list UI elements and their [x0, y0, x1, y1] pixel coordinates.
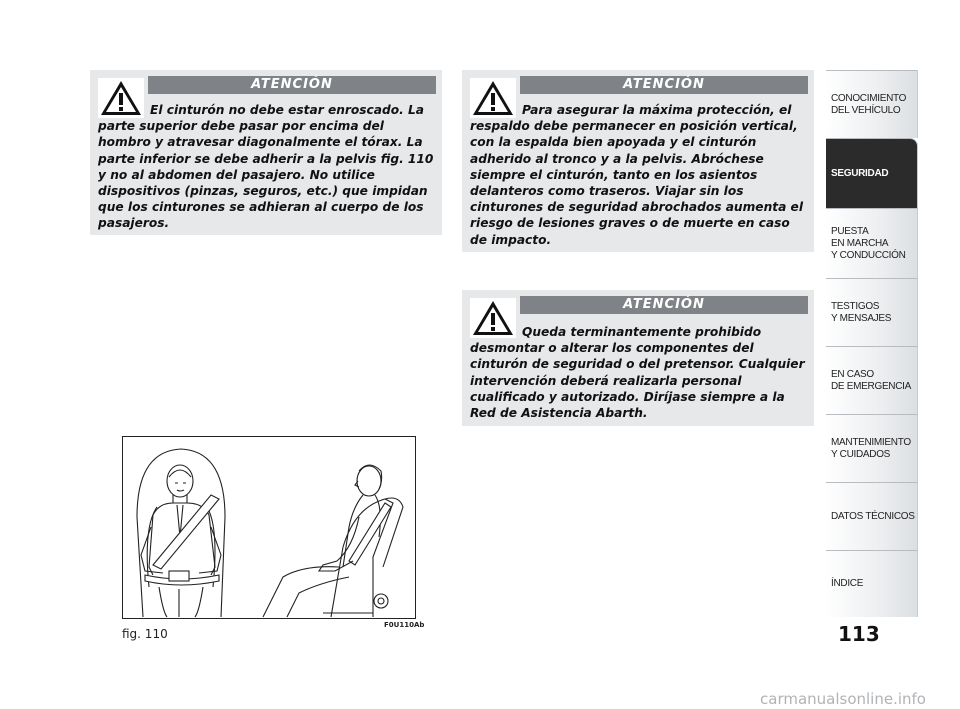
tab-datos-tecnicos[interactable] [826, 482, 918, 550]
tab-label: EN CASO DE EMERGENCIA [831, 368, 912, 392]
watermark: carmanualsonline.info [760, 690, 926, 708]
warning-box-no-tampering [462, 290, 814, 426]
warning-heading: ATENCIÓN [148, 76, 436, 94]
tab-label: TESTIGOS Y MENSAJES [831, 300, 892, 324]
warning-heading: ATENCIÓN [520, 296, 808, 314]
warning-box-belt-position [90, 70, 442, 235]
warning-text: Para asegurar la máxima protección, el respaldo debe permanecer en posición vertical, con la espalda bien apoyada y el cinturón adherido al tronco y a la pelvis. Abróchese siempre el cinturón, tanto en los asientos delanteros como traseros. Viajar sin los cinturones de seguridad abrochados aumenta el riesgo de lesiones graves o de muerte en caso de impacto. [470, 103, 803, 247]
tab-conocimiento-del-vehiculo[interactable] [826, 70, 918, 138]
tab-puesta-en-marcha[interactable] [826, 208, 918, 278]
warning-triangle-icon [470, 78, 516, 118]
tab-label: DATOS TÉCNICOS [831, 510, 915, 522]
seatbelt-drawing [123, 437, 415, 618]
tab-label: PUESTA EN MARCHA Y CONDUCCIÓN [831, 225, 906, 261]
tab-label: ÍNDICE [831, 578, 864, 589]
tab-seguridad[interactable] [826, 138, 918, 208]
warning-heading: ATENCIÓN [520, 76, 808, 94]
figure-code: F0U110Ab [384, 621, 425, 629]
tab-label: CONOCIMIENTO DEL VEHÍCULO [831, 92, 907, 116]
warning-text: Queda terminantemente prohibido desmontar o alterar los componentes del cinturón de seguridad o del pretensor. Cualquier intervención deberá realizarla personal cualificado y autorizado. Diríjase siempre a la Red de Asistencia Abarth. [470, 325, 805, 421]
warning-box-seat-position [462, 70, 814, 252]
warning-text: El cinturón no debe estar enroscado. La parte superior debe pasar por encima del hombro y atravesar diagonalmente el tórax. La parte inferior se debe adherir a la pelvis fig. 110 y no al abdomen del pasajero. No utilice dispositivos (pinzas, seguros, etc.) que impidan que los cinturones se adhieran al cuerpo de los pasajeros. [98, 103, 434, 231]
warning-triangle-icon [98, 78, 144, 118]
tab-en-caso-de-emergencia[interactable] [826, 346, 918, 414]
figure-label: fig. 110 [122, 627, 168, 641]
tab-testigos-y-mensajes[interactable] [826, 278, 918, 346]
section-tabs [826, 70, 918, 617]
tab-mantenimiento-y-cuidados[interactable] [826, 414, 918, 482]
tab-indice[interactable] [826, 550, 918, 617]
page-number: 113 [838, 622, 880, 646]
tab-label: SEGURIDAD [831, 167, 889, 179]
seatbelt-illustration [122, 436, 416, 619]
warning-triangle-icon [470, 298, 516, 338]
tab-label: MANTENIMIENTO Y CUIDADOS [831, 436, 911, 460]
